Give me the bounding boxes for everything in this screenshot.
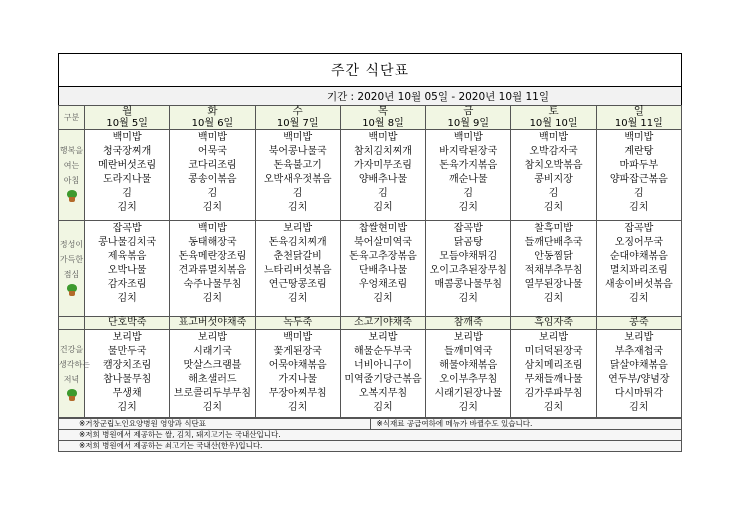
menu-item: 김치: [629, 402, 649, 413]
menu-item: 백미밥: [368, 132, 398, 143]
breakfast-menu-cell: [170, 130, 255, 221]
lunch-row: [59, 221, 682, 317]
menu-item: 브로콜리두부무침: [173, 388, 252, 399]
breakfast-row: [59, 130, 682, 221]
menu-item: 보리밥: [539, 332, 569, 343]
menu-table: [58, 105, 682, 418]
snack-cell: 참깨죽: [426, 317, 511, 330]
lunch-menu-cell: [340, 221, 425, 317]
menu-item: 들깨단배추국: [524, 237, 583, 248]
meal-label-line: 행복을: [59, 146, 84, 155]
menu-item: 바지락된장국: [439, 146, 498, 157]
footnote-line: ※저희 병원에서 제공하는 쌀, 김치, 돼지고기는 국내산입니다.: [59, 430, 682, 441]
menu-item: 백미밥: [453, 132, 483, 143]
menu-item: 김치: [458, 402, 478, 413]
meal-label-line: 정성이: [59, 239, 84, 249]
menu-item: 동태해장국: [188, 237, 237, 248]
dinner-menu-cell: [511, 330, 596, 418]
plant-icon: [66, 389, 78, 401]
menu-item: 김: [463, 188, 474, 199]
day-name: 금: [426, 106, 511, 118]
menu-item: 양파잡근볶음: [609, 174, 668, 185]
menu-item: 김치: [202, 293, 223, 304]
meal-label-line: 생각하는: [59, 359, 90, 369]
meal-label-line: 건강을: [59, 344, 84, 354]
menu-item: 연근땅콩조림: [268, 279, 327, 290]
menu-item: 양배추나물: [358, 174, 408, 185]
dinner-row: [59, 330, 682, 418]
menu-item: 김치: [629, 293, 649, 304]
menu-item: 콩비지장: [534, 174, 573, 185]
menu-item: 새송이버섯볶음: [605, 279, 673, 290]
menu-item: 어묵국: [197, 146, 227, 157]
snack-cell: 녹두죽: [255, 317, 340, 330]
dinner-label: [59, 330, 90, 418]
menu-item: 미역줄기당근볶음: [344, 374, 422, 385]
day-date: 10월 8일: [340, 118, 425, 130]
menu-item: 안동찜닭: [534, 251, 573, 262]
menu-item: 백미밥: [197, 132, 227, 143]
menu-item: 돈육고추장볶음: [349, 251, 417, 262]
menu-item: 꽃게된장국: [273, 346, 322, 357]
footnote-line: ※저희 병원에서 제공하는 쇠고기는 국내산(한우)입니다.: [59, 441, 682, 452]
lunch-menu-cell: [596, 221, 681, 317]
menu-item: 오박나물: [107, 265, 147, 276]
menu-item: 백미밥: [624, 132, 654, 143]
meal-label-line: 저녁: [63, 374, 80, 384]
snack-cell: 흑임자죽: [511, 317, 596, 330]
menu-item: 백미밥: [283, 332, 313, 343]
menu-item: 참치오박볶음: [524, 160, 583, 171]
day-name: 월: [85, 106, 170, 118]
menu-item: 어묵야채볶음: [268, 360, 327, 371]
day-name: 토: [511, 106, 596, 118]
menu-item: 북어살미역국: [354, 237, 412, 248]
menu-item: 오복지무침: [358, 388, 408, 399]
menu-item: 김: [207, 188, 218, 199]
dinner-menu-cell: [340, 330, 425, 418]
menu-item: 캠장치조림: [102, 360, 152, 371]
menu-item: 느타리버섯볶음: [263, 265, 332, 276]
menu-item: 도라지나물: [102, 174, 152, 185]
snack-label: [59, 317, 85, 330]
menu-item: 숙주나물무침: [183, 279, 242, 290]
menu-item: 김: [634, 188, 644, 199]
plant-icon: [66, 190, 78, 202]
menu-item: 잡곡밥: [453, 223, 483, 234]
menu-item: 김치: [288, 402, 308, 413]
lunch-menu-cell: [511, 221, 596, 317]
menu-item: 김: [378, 188, 388, 199]
menu-item: 오박감자국: [529, 146, 578, 157]
menu-item: 김치: [458, 202, 478, 213]
menu-page: [58, 53, 682, 452]
day-date: 10월 10일: [511, 118, 596, 130]
day-date: 10월 6일: [170, 118, 255, 130]
breakfast-menu-cell: [340, 130, 425, 221]
menu-item: 김치: [117, 202, 137, 213]
menu-item: 닭살야채볶음: [609, 360, 668, 371]
snack-cell: 소고기야채죽: [340, 317, 425, 330]
section-header: 구분: [59, 106, 85, 130]
menu-item: 매콤콩나물무침: [434, 279, 503, 290]
menu-item: 오이고추된장무침: [429, 265, 507, 276]
menu-item: 돈육김치찌개: [268, 237, 327, 248]
menu-item: 김가루파무침: [524, 388, 583, 399]
breakfast-menu-cell: [511, 130, 596, 221]
menu-item: 코다리조림: [188, 160, 237, 171]
meal-label-line: 가득한: [59, 254, 84, 264]
menu-item: 무채들깨나물: [524, 374, 583, 385]
menu-item: 메란버섯조림: [98, 160, 157, 171]
menu-item: 김: [122, 188, 132, 199]
menu-item: 해초샐러드: [188, 374, 237, 385]
menu-item: 김치: [629, 202, 649, 213]
menu-item: 가자미무조림: [354, 160, 412, 171]
meal-label-line: 점심: [63, 269, 80, 279]
menu-item: 찰흑미밥: [534, 223, 573, 234]
menu-item: 견과류멸치볶음: [178, 265, 247, 276]
plant-icon: [66, 284, 78, 296]
footnote-line: ※거창군립노인요양병원 영양과 식단표: [59, 419, 371, 430]
period-text: 기간 : 2020년 10월 05일 - 2020년 10월 11일: [58, 86, 682, 105]
snack-cell: 표고버섯야채죽: [170, 317, 255, 330]
menu-item: 적채부추무침: [524, 265, 583, 276]
lunch-menu-cell: [426, 221, 511, 317]
menu-item: 시래기국: [193, 346, 232, 357]
menu-item: 연두부/양념장: [608, 374, 670, 385]
breakfast-label: [59, 130, 85, 221]
day-date: 10월 9일: [426, 118, 511, 130]
snack-cell: 콩죽: [596, 317, 681, 330]
menu-item: 해물순두부국: [354, 346, 412, 357]
menu-item: 보리밥: [197, 332, 227, 343]
menu-item: 미더덕된장국: [524, 346, 583, 357]
menu-item: 김치: [373, 202, 393, 213]
menu-item: 순대야채볶음: [609, 251, 668, 262]
menu-item: 청국장찌개: [102, 146, 152, 157]
menu-item: 맛살스크램블: [183, 360, 242, 371]
menu-item: 콩나물김치국: [98, 237, 157, 248]
menu-item: 우엉채조림: [358, 279, 408, 290]
menu-item: 김치: [458, 293, 478, 304]
menu-item: 김치: [543, 293, 564, 304]
menu-item: 감자조림: [107, 279, 147, 290]
menu-item: 참치김치찌개: [354, 146, 412, 157]
day-date: 10월 11일: [596, 118, 681, 130]
menu-item: 삼치메리조림: [524, 360, 583, 371]
lunch-menu-cell: [85, 221, 170, 317]
menu-item: 열무된장나물: [524, 279, 583, 290]
menu-item: 김치: [202, 402, 223, 413]
lunch-menu-cell: [170, 221, 255, 317]
day-name: 화: [170, 106, 255, 118]
menu-item: 백미밥: [197, 223, 227, 234]
menu-item: 돈육불고기: [273, 160, 322, 171]
dinner-menu-cell: [255, 330, 340, 418]
snack-row: [59, 317, 682, 330]
menu-item: 부추재첩국: [614, 346, 663, 357]
lunch-label: [59, 221, 85, 317]
menu-item: 잡곡밥: [624, 223, 654, 234]
menu-item: 닭곰탕: [453, 237, 483, 248]
menu-item: 가지나물: [278, 374, 318, 385]
dinner-menu-cell: [596, 330, 681, 418]
menu-item: 보리밥: [368, 332, 398, 343]
menu-item: 백미밥: [283, 132, 313, 143]
menu-item: 김치: [202, 202, 223, 213]
menu-item: 모듬야채튀김: [439, 251, 498, 262]
menu-item: 무장아찌무침: [268, 388, 327, 399]
menu-item: 해물야채볶음: [439, 360, 498, 371]
menu-item: 보리밥: [453, 332, 483, 343]
menu-item: 오징어무국: [614, 237, 663, 248]
meal-label-line: 아침: [63, 176, 80, 185]
menu-item: 백미밥: [539, 132, 569, 143]
menu-item: 다시마튀각: [614, 388, 663, 399]
dinner-menu-cell: [426, 330, 511, 418]
footnote-line: ※식재료 공급여하에 메뉴가 바뀔수도 있습니다.: [370, 419, 682, 430]
breakfast-menu-cell: [85, 130, 170, 221]
breakfast-menu-cell: [255, 130, 340, 221]
menu-item: 돈육메란장조림: [178, 251, 247, 262]
day-name: 목: [340, 106, 425, 118]
menu-item: 물만두국: [107, 346, 147, 357]
lunch-menu-cell: [255, 221, 340, 317]
menu-item: 김치: [288, 293, 308, 304]
menu-item: 김치: [543, 402, 564, 413]
menu-item: 돈육가지볶음: [439, 160, 498, 171]
dinner-menu-cell: [85, 330, 170, 418]
meal-label-line: 여는: [63, 161, 80, 170]
menu-item: 김: [292, 188, 303, 199]
menu-item: 잡곡밥: [112, 223, 142, 234]
menu-item: 오박새우젓볶음: [263, 174, 332, 185]
day-date: 10월 7일: [255, 118, 340, 130]
menu-item: 시래기된장나물: [434, 388, 503, 399]
menu-item: 마파두부: [619, 160, 659, 171]
menu-item: 보리밥: [283, 223, 313, 234]
menu-item: 무생채: [112, 388, 142, 399]
menu-item: 북어콩나물국: [268, 146, 327, 157]
menu-item: 김치: [373, 402, 393, 413]
menu-item: 보리밥: [624, 332, 654, 343]
menu-item: 너비아니구이: [354, 360, 412, 371]
menu-item: 참나물무침: [102, 374, 152, 385]
day-date: 10월 5일: [85, 118, 170, 130]
menu-item: 깨순나물: [448, 174, 488, 185]
breakfast-menu-cell: [596, 130, 681, 221]
menu-item: 제육볶음: [107, 251, 147, 262]
menu-item: 김치: [117, 402, 137, 413]
page-title: 주간 식단표: [58, 53, 682, 86]
menu-item: 멸치꽈리조림: [609, 265, 668, 276]
menu-item: 계란탕: [624, 146, 654, 157]
footnote-table: [58, 418, 682, 452]
menu-item: 보리밥: [112, 332, 142, 343]
menu-item: 김치: [373, 293, 393, 304]
menu-item: 오이부추무침: [439, 374, 498, 385]
menu-item: 김치: [288, 202, 308, 213]
day-name: 일: [596, 106, 681, 118]
dinner-menu-cell: [170, 330, 255, 418]
menu-item: 들깨미역국: [444, 346, 493, 357]
menu-item: 김치: [543, 202, 564, 213]
breakfast-menu-cell: [426, 130, 511, 221]
menu-item: 찹쌀현미밥: [358, 223, 408, 234]
menu-item: 김: [548, 188, 559, 199]
menu-item: 춘천닭갈비: [273, 251, 322, 262]
menu-item: 김치: [117, 293, 137, 304]
snack-cell: 단호박죽: [85, 317, 170, 330]
menu-item: 백미밥: [112, 132, 142, 143]
day-name: 수: [255, 106, 340, 118]
menu-item: 단배추나물: [358, 265, 408, 276]
menu-item: 콩송이볶음: [188, 174, 237, 185]
